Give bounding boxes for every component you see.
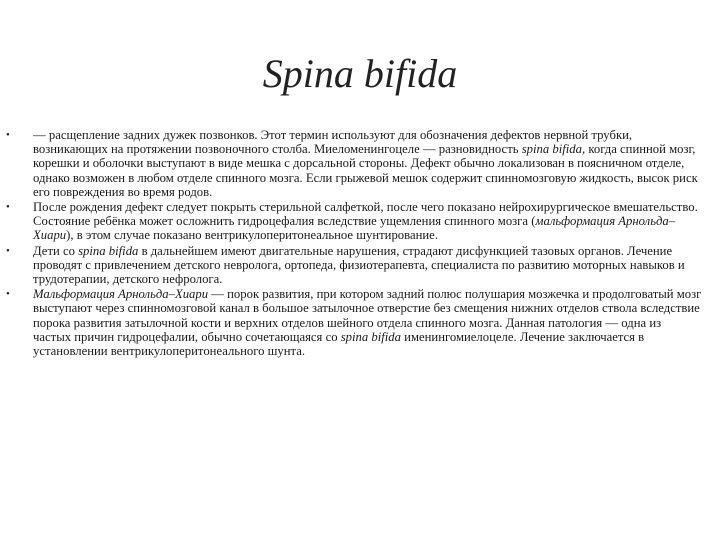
bullet-point-icon: • — [6, 201, 10, 214]
text-run-italic: spina bifida — [521, 142, 582, 157]
bullet-item-3 — [0, 244, 720, 287]
text-run: в дальнейшем имеют двигательные нарушения, страдают дисфункцией тазовых органов. Лечение проводят с привлечением детского невролога, ортопеда, физиотерапевта, специалиста по развитию моторных навыков и трудотерапии, детского нефролога. — [33, 243, 685, 287]
bullet-text — [33, 244, 685, 286]
text-run: , когда спинной мозг, корешки и оболочки выступают в виде мешка с дорсальной стороны. Дефект обычно локализован в поясничном отделе, однако возможен в любом отделе спинного мозга. Если грыжевой мешок содержит спинномозговую жидкость, высок риск его повреждения во время родов. — [33, 142, 698, 199]
bullet-text — [33, 128, 698, 199]
bullet-point-icon: • — [6, 129, 10, 141]
text-run: именингомиелоцеле. Лечение заключается в установлении вентрикулоперитонеального шунта. — [33, 329, 645, 359]
text-run-italic: мальформация Арнольда–Хиари — [33, 214, 676, 243]
bullet-point-icon: • — [6, 244, 10, 257]
bullet-text — [33, 287, 701, 358]
bullet-item-4 — [0, 287, 720, 358]
text-run: ), в этом случае показано вентрикулоперитонеальное шунтирование. — [66, 228, 438, 243]
text-run: — расщепление задних дужек позвонков. Этот термин используют для обозначения дефектов нервной трубки, возникающих на протяжении позвоночного столба. Миеломенингоцеле — разновидность — [33, 128, 633, 157]
text-run-italic: spina bifida — [340, 329, 401, 344]
slide-title: Spina bifida — [262, 51, 458, 96]
text-run-italic: spina bifida — [78, 243, 139, 258]
text-run: — порок развития, при котором задний полюс полушария мозжечка и продолговатый мозг выступают через спинномозговой канал в большое затылочное отверстие без смещения нижних отделов ствола вследствие порока развития затылочной кости и верхних отделов шейного отдела спинного мозга. Данная патология — одна из частых причин гидроцефалии, обычно сочетающаяся со — [33, 287, 702, 344]
bullet-point-icon: • — [6, 288, 10, 301]
bullet-text — [33, 200, 698, 242]
bullet-item-2 — [0, 200, 720, 243]
text-run-italic: Мальформация Арнольда–Хиари — [33, 287, 209, 302]
bullet-list — [0, 128, 720, 358]
text-run: Дети со — [33, 243, 79, 258]
bullet-item-1 — [0, 128, 720, 199]
text-run: После рождения дефект следует покрыть стерильной салфеткой, после чего показано нейрохирургическое вмешательство. Состояние ребёнка может осложнить гидроцефалия вследствие ущемления спинного мозга ( — [33, 200, 698, 229]
